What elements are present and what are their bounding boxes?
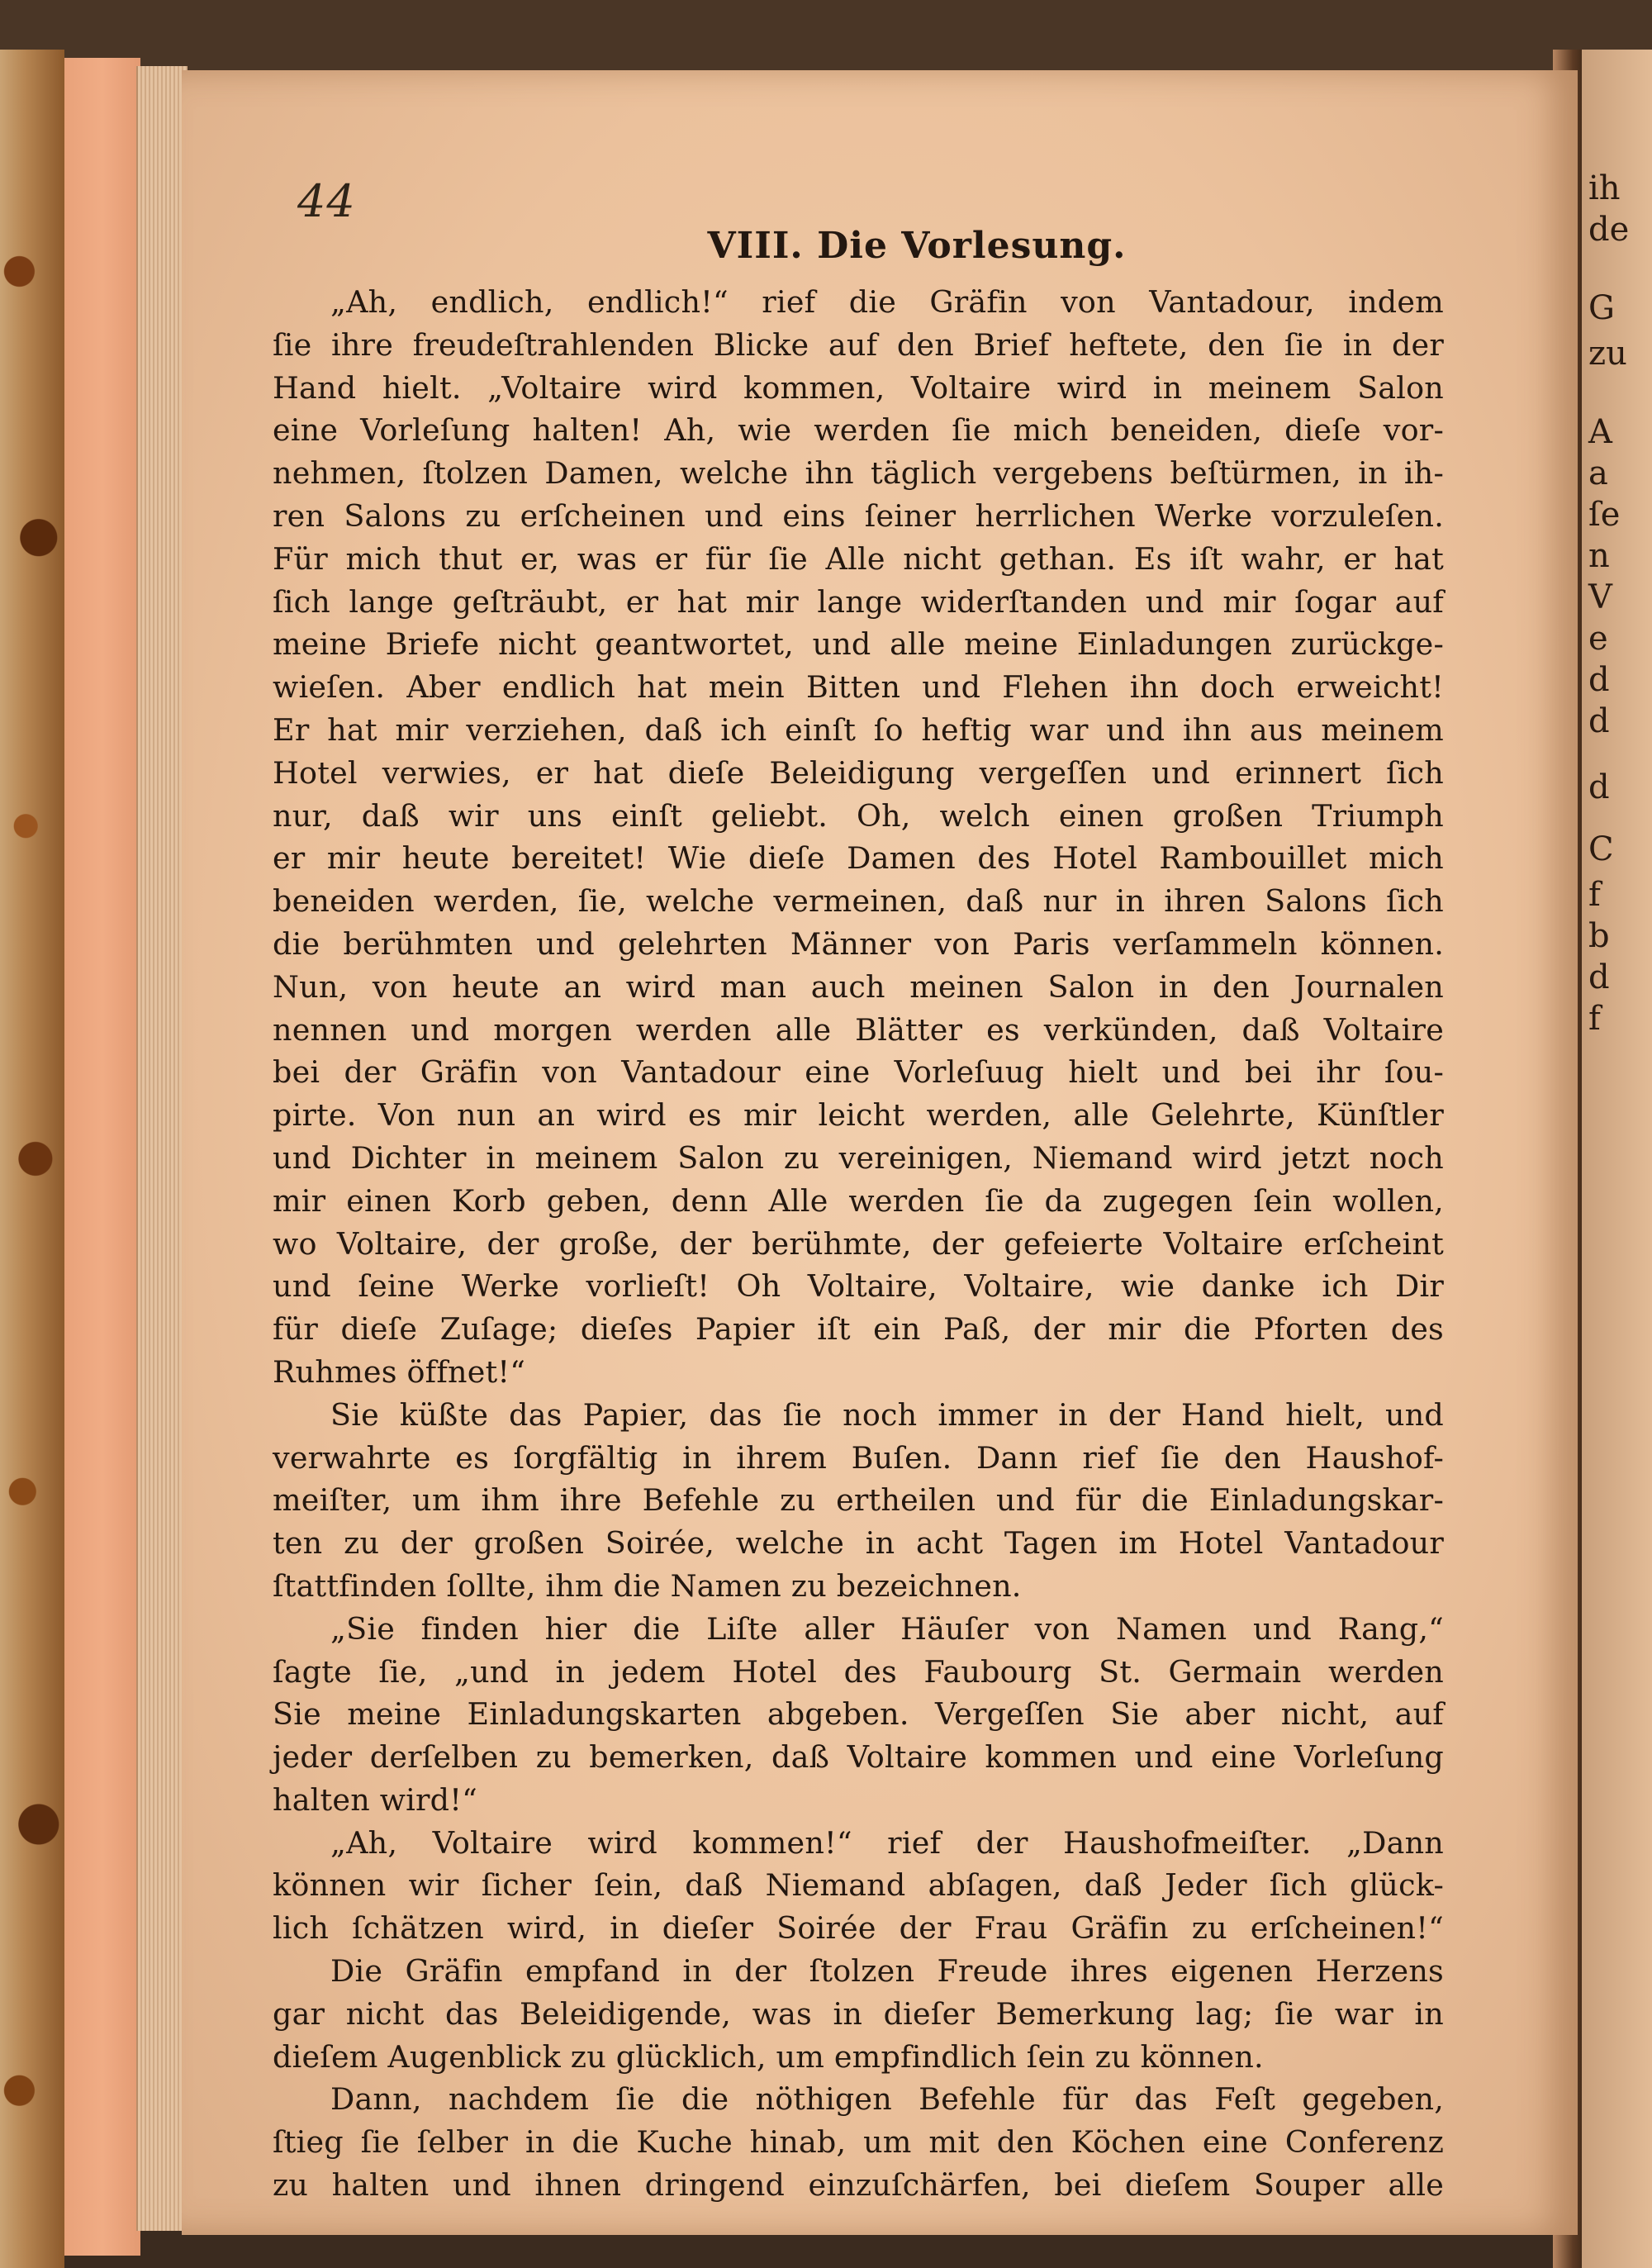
text-line: für dieſe Zuſage; dieſes Papier iſt ein Paß, der mir die Pforten des: [273, 1311, 1444, 1348]
facing-page-fragment: C: [1588, 830, 1614, 868]
text-line: eine Vorleſung halten! Ah, wie werden ſie mich beneiden, dieſe vor-: [273, 412, 1444, 449]
text-line: dieſem Augenblick zu glücklich, um empfindlich ſein zu können.: [273, 2038, 1264, 2075]
chapter-heading: VIII. Die Vorlesung.: [707, 225, 1127, 267]
text-line: pirte. Von nun an wird es mir leicht werden, alle Gelehrte, Künſtler: [273, 1097, 1444, 1134]
text-line: wo Voltaire, der große, der berühmte, der gefeierte Voltaire erſcheint: [273, 1225, 1444, 1262]
text-line: verwahrte es ſorgfältig in ihrem Buſen. Dann rief ſie den Haushof-: [273, 1439, 1444, 1476]
facing-page-fragment: d: [1588, 702, 1610, 740]
text-line: Die Gräfin empfand in der ſtolzen Freude ihres eigenen Herzens: [330, 1953, 1444, 1990]
text-line: jeder derſelben zu bemerken, daß Voltaire kommen und eine Vorleſung: [273, 1739, 1444, 1776]
text-line: er mir heute bereitet! Wie dieſe Damen des Hotel Rambouillet mich: [273, 840, 1444, 877]
text-line: bei der Gräfin von Vantadour eine Vorleſuug hielt und bei ihr ſou-: [273, 1054, 1444, 1091]
facing-page-fragment: V: [1588, 578, 1612, 616]
text-line: ten zu der großen Soirée, welche in acht Tagen im Hotel Vantadour: [273, 1525, 1444, 1562]
facing-page-fragment: d: [1588, 958, 1610, 996]
facing-page-fragment: de: [1588, 211, 1630, 249]
text-line: und ſeine Werke vorlieſt! Oh Voltaire, Voltaire, wie danke ich Dir: [273, 1268, 1444, 1305]
text-line: Sie meine Einladungskarten abgeben. Vergeſſen Sie aber nicht, auf: [273, 1696, 1444, 1733]
marbled-book-cover: [0, 50, 64, 2268]
body-text: [273, 281, 1444, 2207]
text-line: Er hat mir verziehen, daß ich einſt ſo heftig war und ihn aus meinem: [273, 711, 1444, 748]
text-line: gar nicht das Beleidigende, was in dieſer Bemerkung lag; ſie war in: [273, 1995, 1444, 2032]
text-line: Für mich thut er, was er für ſie Alle nicht gethan. Es iſt wahr, er hat: [273, 540, 1444, 577]
paper-edge-strip: [64, 58, 140, 2256]
text-line: ſich lange geſträubt, er hat mir lange widerſtanden und mir ſogar auf: [273, 583, 1444, 620]
text-line: nur, daß wir uns einſt geliebt. Oh, welch einen großen Triumph: [273, 797, 1444, 834]
text-line: „Ah, endlich, endlich!“ rief die Gräfin von Vantadour, indem: [330, 284, 1444, 320]
text-line: mir einen Korb geben, denn Alle werden ſie da zugegen ſein wollen,: [273, 1182, 1444, 1219]
facing-page-fragment: zu: [1588, 335, 1627, 373]
text-line: beneiden werden, ſie, welche vermeinen, daß nur in ihren Salons ſich: [273, 883, 1444, 920]
page-number: 44: [297, 175, 356, 227]
facing-page-fragment: ih: [1588, 169, 1621, 207]
text-line: Ruhmes öffnet!“: [273, 1353, 526, 1390]
facing-page-fragment: A: [1588, 413, 1612, 451]
text-line: Hotel verwies, er hat dieſe Beleidigung vergeſſen und erinnert ſich: [273, 754, 1444, 791]
text-line: Sie küßte das Papier, das ſie noch immer in der Hand hielt, und: [330, 1396, 1444, 1433]
text-line: ſtattfinden ſollte, ihm die Namen zu bezeichnen.: [273, 1567, 1022, 1604]
text-line: Dann, nachdem ſie die nöthigen Befehle für das Feſt gegeben,: [330, 2081, 1444, 2118]
text-line: ſtieg ſie ſelber in die Kuche hinab, um mit den Köchen eine Conferenz: [273, 2124, 1444, 2161]
facing-page-fragment: a: [1588, 454, 1608, 492]
text-line: Nun, von heute an wird man auch meinen Salon in den Journalen: [273, 968, 1444, 1005]
text-line: halten wird!“: [273, 1781, 477, 1818]
text-line: lich ſchätzen wird, in dieſer Soirée der Frau Gräfin zu erſcheinen!“: [273, 1910, 1444, 1947]
facing-page-fragment: G: [1588, 289, 1615, 327]
text-line: meine Briefe nicht geantwortet, und alle meine Einladungen zurückge-: [273, 626, 1444, 663]
text-line: die berühmten und gelehrten Männer von Paris verſammeln können.: [273, 925, 1444, 962]
text-line: „Ah, Voltaire wird kommen!“ rief der Haushofmeiſter. „Dann: [330, 1824, 1444, 1861]
facing-page: [1582, 50, 1652, 2268]
facing-page-fragment: e: [1588, 620, 1608, 658]
text-line: ren Salons zu erſcheinen und eins ſeiner herrlichen Werke vorzuleſen.: [273, 497, 1444, 534]
facing-page-fragment: ſe: [1588, 496, 1621, 534]
text-line: wieſen. Aber endlich hat mein Bitten und Flehen ihn doch erweicht!: [273, 669, 1444, 706]
text-line: können wir ſicher ſein, daß Niemand abſagen, daß Jeder ſich glück-: [273, 1867, 1444, 1904]
page-edges: [136, 66, 188, 2231]
facing-page-fragment: d: [1588, 768, 1610, 806]
text-line: zu halten und ihnen dringend einzuſchärfen, bei dieſem Souper alle: [273, 2167, 1444, 2204]
text-line: und Dichter in meinem Salon zu vereinigen, Niemand wird jetzt noch: [273, 1139, 1444, 1176]
facing-page-fragment: f: [1588, 1000, 1601, 1038]
facing-page-fragment: d: [1588, 661, 1610, 699]
text-line: ſie ihre freudeſtrahlenden Blicke auf den Brief heftete, den ſie in der: [273, 326, 1444, 363]
text-line: ſagte ſie, „und in jedem Hotel des Faubourg St. Germain werden: [273, 1653, 1444, 1690]
text-line: nehmen, ſtolzen Damen, welche ihn täglich vergebens beſtürmen, in ih-: [273, 455, 1444, 492]
text-line: Hand hielt. „Voltaire wird kommen, Voltaire wird in meinem Salon: [273, 369, 1444, 406]
text-line: nennen und morgen werden alle Blätter es verkünden, daß Voltaire: [273, 1011, 1444, 1048]
facing-page-fragment: b: [1588, 917, 1610, 955]
text-line: „Sie finden hier die Liſte aller Häuſer von Namen und Rang,“: [330, 1610, 1444, 1647]
text-line: meiſter, um ihm ihre Befehle zu ertheilen und für die Einladungskar-: [273, 1482, 1444, 1519]
facing-page-fragment: f: [1588, 876, 1601, 914]
facing-page-fragment: n: [1588, 537, 1610, 575]
